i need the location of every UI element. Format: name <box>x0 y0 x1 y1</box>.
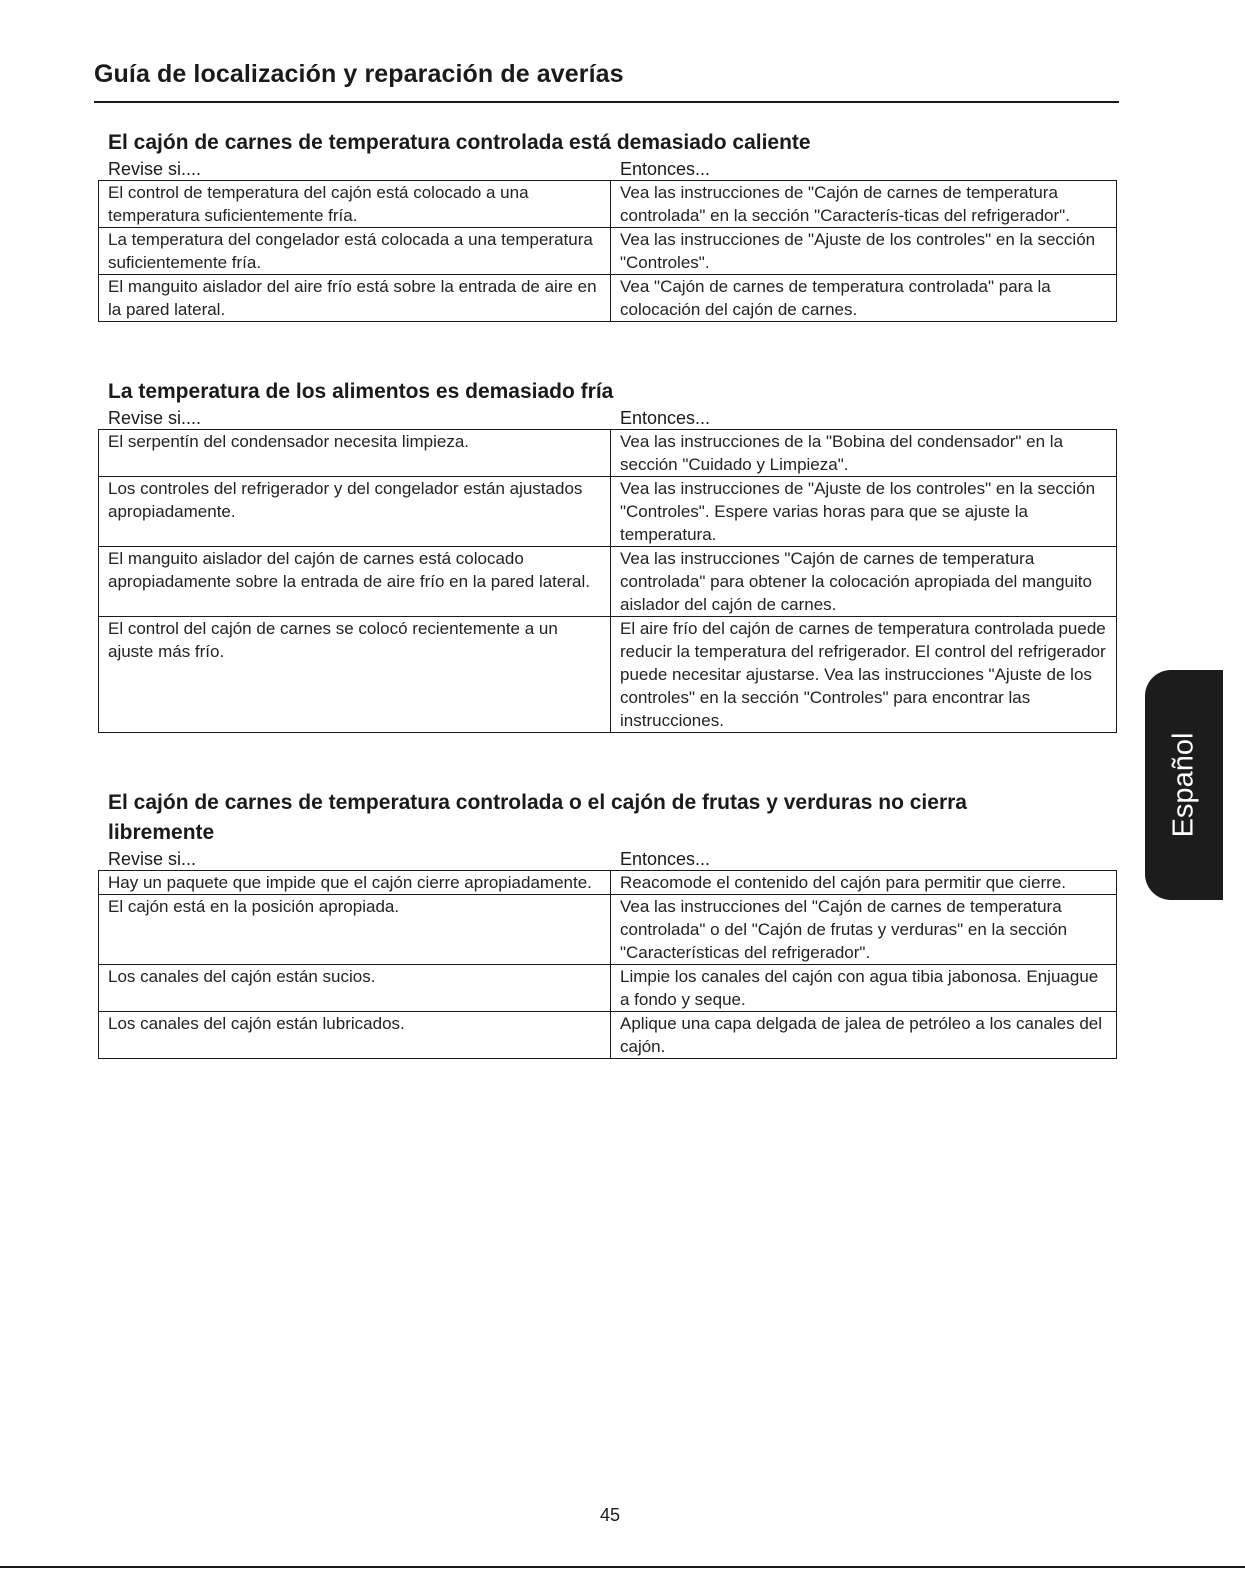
section-meat-drawer-too-warm <box>98 128 1117 322</box>
table-row <box>99 547 1117 617</box>
section-drawer-does-not-close <box>98 788 1117 1059</box>
check-cell: Hay un paquete que impide que el cajón cierre apropiadamente. <box>99 871 611 895</box>
page-number: 45 <box>599 1505 621 1525</box>
language-tab <box>1145 670 1223 900</box>
check-cell: El control del cajón de carnes se colocó recientemente a un ajuste más frío. <box>99 617 611 733</box>
column-header-then: Entonces... <box>620 408 711 428</box>
column-headers <box>98 848 1117 870</box>
section-heading: La temperatura de los alimentos es demasiado fría <box>108 380 614 403</box>
solution-cell: Reacomode el contenido del cajón para permitir que cierre. <box>611 871 1117 895</box>
section-heading: El cajón de carnes de temperatura controlada o el cajón de frutas y verduras no cierra libremente <box>108 791 967 844</box>
troubleshooting-table <box>98 870 1117 1059</box>
table-row <box>99 965 1117 1012</box>
table-row <box>99 895 1117 965</box>
check-cell: Los canales del cajón están sucios. <box>99 965 611 1012</box>
check-cell: Los canales del cajón están lubricados. <box>99 1012 611 1059</box>
check-cell: El manguito aislador del cajón de carnes está colocado apropiadamente sobre la entrada de aire frío en la pared lateral. <box>99 547 611 617</box>
column-header-check: Revise si.... <box>108 408 202 428</box>
check-cell: El cajón está en la posición apropiada. <box>99 895 611 965</box>
column-header-then: Entonces... <box>620 849 711 869</box>
table-row <box>99 617 1117 733</box>
solution-cell: Vea las instrucciones de "Cajón de carnes de temperatura controlada" en la sección "Caracterís-ticas del refrigerador". <box>611 181 1117 228</box>
table-row <box>99 181 1117 228</box>
solution-cell: Vea las instrucciones de "Ajuste de los controles" en la sección "Controles". <box>611 228 1117 275</box>
troubleshooting-table <box>98 429 1117 733</box>
check-cell: El serpentín del condensador necesita limpieza. <box>99 430 611 477</box>
check-cell: La temperatura del congelador está colocada a una temperatura suficientemente fría. <box>99 228 611 275</box>
solution-cell: Vea las instrucciones de la "Bobina del condensador" en la sección "Cuidado y Limpieza". <box>611 430 1117 477</box>
check-cell: Los controles del refrigerador y del congelador están ajustados apropiadamente. <box>99 477 611 547</box>
table-row <box>99 871 1117 895</box>
column-header-check: Revise si.... <box>108 159 202 179</box>
table-row <box>99 430 1117 477</box>
table-row <box>99 1012 1117 1059</box>
column-headers <box>98 158 1117 180</box>
table-row <box>99 275 1117 322</box>
column-header-check: Revise si... <box>108 849 197 869</box>
page-title: Guía de localización y reparación de averías <box>94 60 624 88</box>
solution-cell: Vea las instrucciones del "Cajón de carnes de temperatura controlada" o del "Cajón de frutas y verduras" en la sección "Características del refrigerador". <box>611 895 1117 965</box>
section-heading: El cajón de carnes de temperatura controlada está demasiado caliente <box>108 131 811 154</box>
bottom-divider <box>0 1566 1245 1568</box>
check-cell: El control de temperatura del cajón está colocado a una temperatura suficientemente fría. <box>99 181 611 228</box>
table-row <box>99 477 1117 547</box>
solution-cell: El aire frío del cajón de carnes de temperatura controlada puede reducir la temperatura del refrigerador. El control del refrigerador puede necesitar ajustarse. Vea las instrucciones "Ajuste de los controles" en la sección "Controles" para encontrar las instrucciones. <box>611 617 1117 733</box>
solution-cell: Vea las instrucciones de "Ajuste de los controles" en la sección "Controles". Espere varias horas para que se ajuste la temperatura. <box>611 477 1117 547</box>
column-headers <box>98 407 1117 429</box>
solution-cell: Vea las instrucciones "Cajón de carnes de temperatura controlada" para obtener la colocación apropiada del manguito aislador del cajón de carnes. <box>611 547 1117 617</box>
section-food-too-cold <box>98 377 1117 733</box>
table-row <box>99 228 1117 275</box>
column-header-then: Entonces... <box>620 159 711 179</box>
title-divider <box>94 101 1119 103</box>
troubleshooting-table <box>98 180 1117 322</box>
solution-cell: Aplique una capa delgada de jalea de petróleo a los canales del cajón. <box>611 1012 1117 1059</box>
check-cell: El manguito aislador del aire frío está sobre la entrada de aire en la pared lateral. <box>99 275 611 322</box>
solution-cell: Limpie los canales del cajón con agua tibia jabonosa. Enjuague a fondo y seque. <box>611 965 1117 1012</box>
language-tab-label: Español <box>1167 732 1200 838</box>
solution-cell: Vea "Cajón de carnes de temperatura controlada" para la colocación del cajón de carnes. <box>611 275 1117 322</box>
